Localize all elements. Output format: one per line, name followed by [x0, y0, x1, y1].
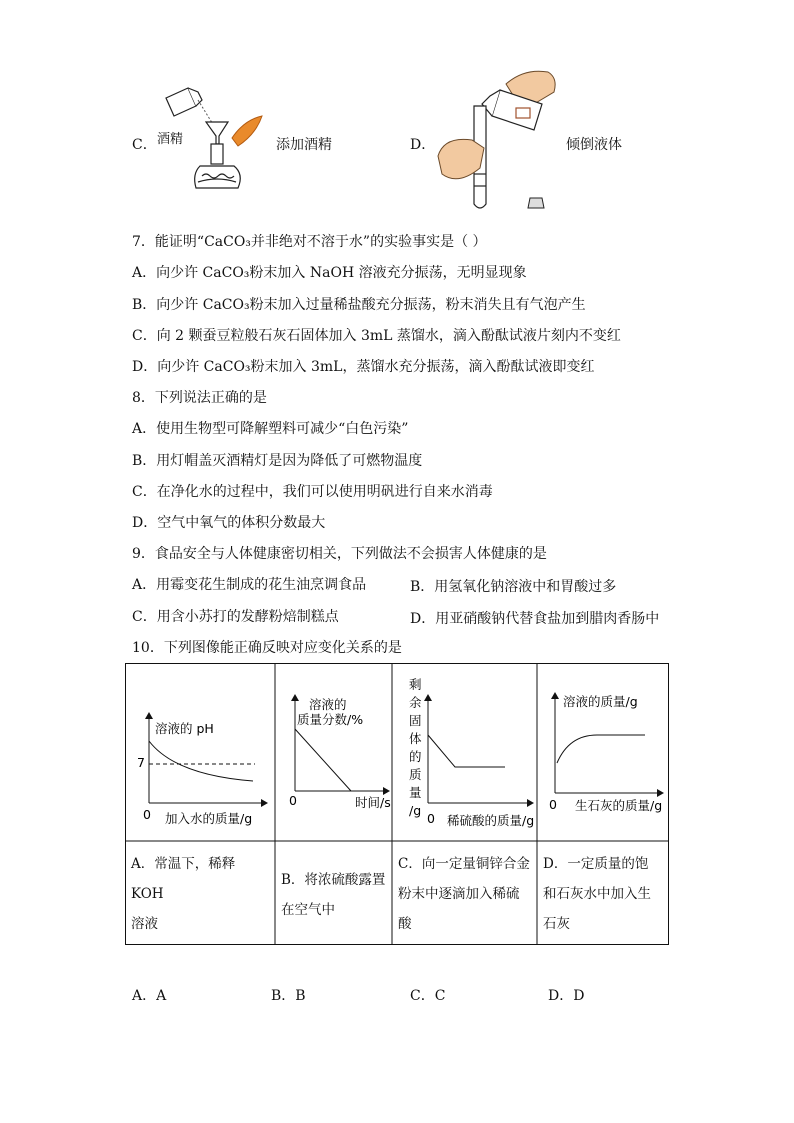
description-line: C．向一定量铜锌合金	[398, 856, 530, 872]
concentration-line	[295, 729, 351, 791]
y-label: 溶液的 pH	[155, 721, 214, 736]
question-stem: 10．下列图像能正确反映对应变化关系的是	[132, 640, 402, 656]
question-stem: 7．能证明“CaCO₃并非绝对不溶于水”的实验事实是（ ）	[132, 234, 487, 250]
option-d: D．向少许 CaCO₃粉末加入 3mL，蒸馏水充分振荡，滴入酚酞试液即变红	[132, 359, 595, 375]
question-stem: 9．食品安全与人体健康密切相关，下列做法不会损害人体健康的是	[132, 546, 547, 562]
question-stem: 8．下列说法正确的是	[132, 390, 267, 406]
option-c: C．用含小苏打的发酵粉焙制糕点	[132, 609, 339, 625]
option-letter: D．	[410, 137, 436, 153]
option-a: A．使用生物型可降解塑料可减少“白色污染”	[132, 421, 409, 437]
origin-label: 0	[289, 793, 297, 808]
y-label-char: 体	[409, 731, 422, 746]
y-label-char: /g	[409, 803, 422, 818]
description-line: 和石灰水中加入生	[543, 886, 651, 902]
description-line: A．常温下，稀释 KOH	[131, 856, 236, 902]
description-line: 在空气中	[281, 902, 335, 918]
x-label: 时间/s	[355, 795, 391, 810]
option-caption: 添加酒精	[276, 137, 332, 153]
alcohol-label: 酒精	[157, 132, 184, 147]
funnel-icon	[206, 122, 228, 144]
residue-line	[428, 735, 505, 767]
description-b	[281, 865, 389, 925]
option-b: B．用灯帽盖灭酒精灯是因为降低了可燃物温度	[132, 453, 423, 469]
answer-c[interactable]: C．C	[410, 988, 446, 1004]
alcohol-lamp	[195, 144, 241, 188]
option-a: A．向少许 CaCO₃粉末加入 NaOH 溶液充分振荡，无明显现象	[132, 265, 527, 281]
description-line: 溶液	[131, 916, 158, 932]
option-d: D．空气中氧气的体积分数最大	[132, 515, 326, 531]
option-letter: C．	[132, 137, 157, 153]
option-a: A．用霉变花生制成的花生油烹调食品	[132, 577, 367, 593]
description-line: B．将浓硫酸露置	[281, 872, 386, 888]
description-line: 粉末中逐滴加入稀硫	[398, 886, 520, 902]
description-line: 酸	[398, 916, 412, 932]
y-label-char: 剩	[409, 677, 422, 692]
answer-a[interactable]: A．A	[132, 988, 167, 1004]
pour-liquid-illustration	[434, 64, 564, 214]
description-c	[398, 849, 534, 939]
option-b: B．向少许 CaCO₃粉末加入过量稀盐酸充分振荡，粉末消失且有气泡产生	[132, 297, 586, 313]
origin-label: 0	[549, 797, 557, 812]
option-c: C．在净化水的过程中，我们可以使用明矾进行自来水消毒	[132, 484, 493, 500]
y-label	[409, 677, 422, 818]
option-caption: 倾倒液体	[566, 137, 622, 153]
y-label-line2: 质量分数/%	[297, 712, 364, 727]
answer-b[interactable]: B．B	[271, 988, 306, 1004]
origin-label: 0	[143, 807, 151, 822]
description-line: 石灰	[543, 916, 570, 932]
option-d: D．用亚硝酸钠代替食盐加到腊肉香肠中	[410, 611, 660, 627]
tick-7: 7	[137, 755, 145, 770]
solution-mass-curve	[557, 735, 645, 763]
ph-curve	[149, 741, 253, 781]
answer-d[interactable]: D．D	[548, 988, 585, 1004]
description-line: D．一定质量的饱	[543, 856, 649, 872]
y-label: 溶液的质量/g	[563, 694, 638, 709]
flame-icon	[232, 116, 262, 146]
y-label-line1: 溶液的	[309, 697, 347, 712]
graph-c	[428, 695, 533, 803]
y-label-char: 固	[409, 713, 422, 728]
add-alcohol-illustration	[158, 84, 270, 204]
alcohol-bottle	[166, 88, 202, 116]
graph-table	[125, 663, 669, 945]
y-label-char: 的	[409, 749, 422, 764]
y-label-char: 质	[409, 767, 422, 782]
x-label: 加入水的质量/g	[165, 811, 253, 826]
option-c: C．向 2 颗蚕豆粒般石灰石固体加入 3mL 蒸馏水，滴入酚酞试液片刻内不变红	[132, 328, 621, 344]
stopper-icon	[528, 198, 544, 208]
y-label-char: 余	[409, 695, 422, 710]
x-label: 稀硫酸的质量/g	[447, 813, 535, 828]
y-label-char: 量	[409, 785, 422, 800]
option-b: B．用氢氧化钠溶液中和胃酸过多	[410, 579, 617, 595]
description-d	[543, 849, 667, 939]
x-label: 生石灰的质量/g	[575, 798, 663, 813]
origin-label: 0	[427, 811, 435, 826]
description-a	[131, 849, 271, 939]
